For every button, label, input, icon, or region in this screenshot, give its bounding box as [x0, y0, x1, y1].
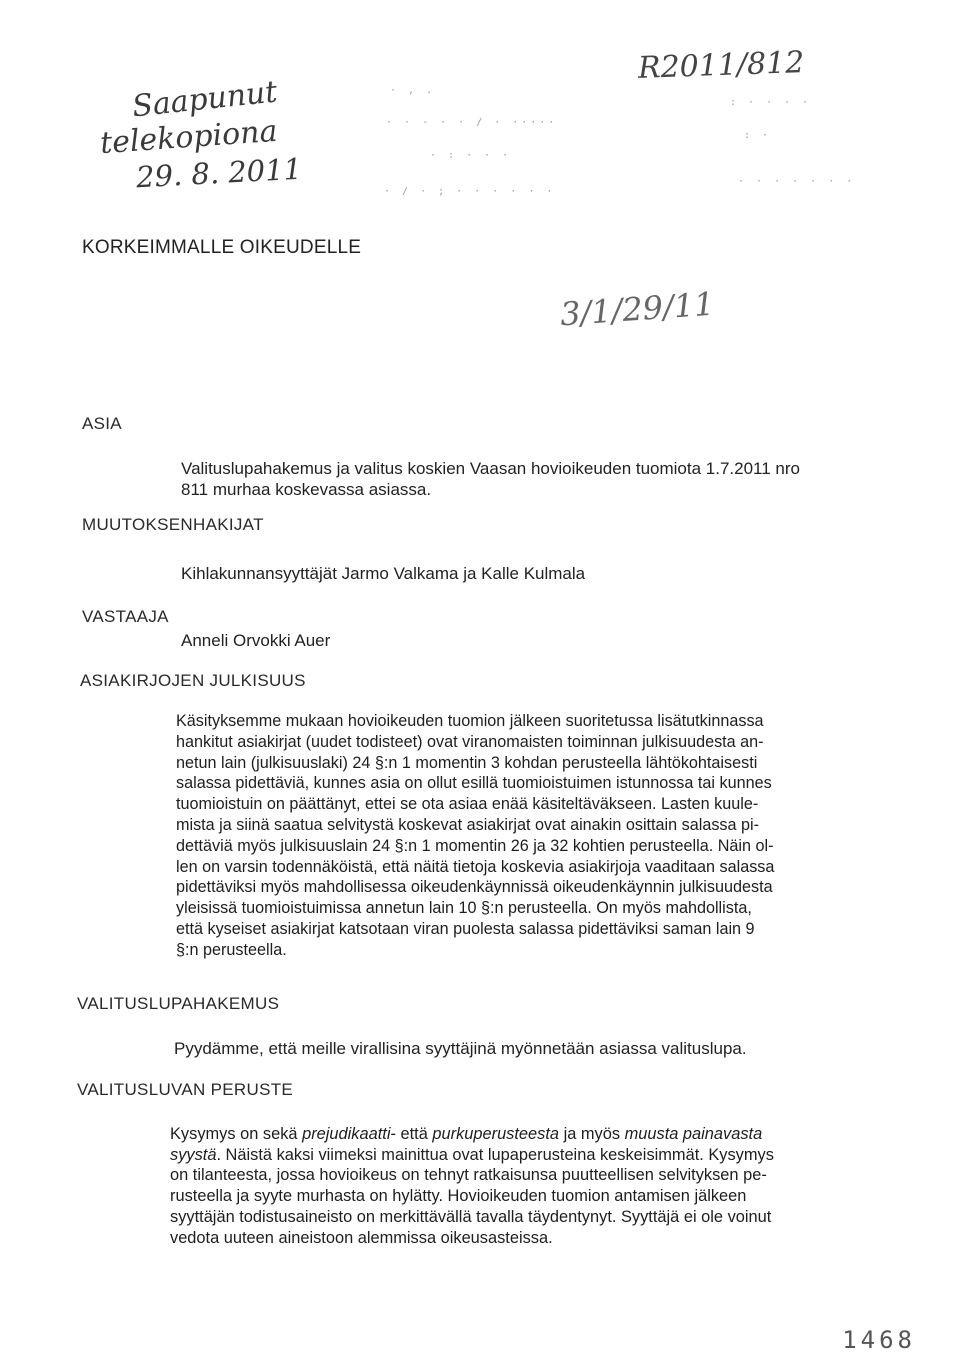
addressee: KORKEIMMALLE OIKEUDELLE — [82, 237, 362, 258]
asia-description-line: 811 murhaa koskevassa asiassa. — [181, 480, 432, 499]
handwritten-diary-number: 3/1/29/11 — [558, 284, 716, 334]
stamp-residue: · : · · · — [430, 150, 512, 161]
paragraph-line: on tilanteesta, jossa hovioikeus on tehnyt ratkaisunsa puutteellisen selvityksen pe- — [170, 1166, 767, 1185]
stamp-residue: : · · · · — [730, 97, 812, 108]
paragraph-line: netun lain (julkisuuslaki) 24 §:n 1 momentin 3 kohdan perusteella lähtökohtaisesti — [176, 753, 758, 772]
leave-application-value: Pyydämme, että meille virallisina syyttäjinä myönnetään asiassa valituslupa. — [174, 1039, 747, 1058]
grounds-text: ja myös — [559, 1125, 625, 1143]
paragraph-line: tuomioistuin on päättänyt, ettei se ota asiaa enää käsiteltäväkseen. Lasten kuule- — [176, 795, 759, 814]
section-label-leave-application: VALITUSLUPAHAKEMUS — [77, 994, 280, 1013]
asia-description — [181, 458, 881, 500]
page-number: 1468 — [842, 1326, 916, 1354]
appellants-value: Kihlakunnansyyttäjät Jarmo Valkama ja Kalle Kulmala — [181, 564, 586, 583]
asia-description-line: Valituslupahakemus ja valitus koskien Vaasan hovioikeuden tuomiota 1.7.2011 nro — [181, 459, 800, 478]
handwritten-received-date: 29. 8. 2011 — [135, 151, 303, 195]
paragraph-line: len on varsin todennäköistä, että näitä tietoja koskevia asiakirjoja vaaditaan salassa — [176, 857, 775, 876]
section-label-grounds: VALITUSLUVAN PERUSTE — [77, 1080, 294, 1099]
section-label-document-publicity: ASIAKIRJOJEN JULKISUUS — [80, 671, 306, 690]
stamp-residue: · · · · · · · — [738, 176, 856, 187]
paragraph-line: mista ja siinä saatua selvitystä koskevat asiakirjat ovat ainakin osittain salassa pi- — [176, 815, 760, 834]
grounds-emphasis: muusta painavasta — [624, 1125, 763, 1143]
paragraph-line: Käsityksemme mukaan hovioikeuden tuomion jälkeen suoritetussa lisätutkinnassa — [176, 712, 764, 730]
stamp-residue: · / · ; · · · · · · — [384, 186, 556, 197]
section-label-defendant: VASTAAJA — [82, 607, 169, 626]
document-publicity-paragraph — [176, 711, 876, 961]
defendant-value: Anneli Orvokki Auer — [181, 631, 331, 650]
handwritten-telecopy-label: telekopiona — [98, 113, 279, 162]
stamp-residue: · , . — [390, 85, 436, 96]
grounds-emphasis: purkuperusteesta — [432, 1125, 560, 1143]
section-label-appellants: MUUTOKSENHAKIJAT — [82, 515, 264, 534]
paragraph-line: §:n perusteella. — [176, 940, 287, 959]
grounds-paragraph — [170, 1124, 870, 1248]
paragraph-line: hankitut asiakirjat (uudet todisteet) ovat viranomaisten toiminnan julkisuudesta an- — [176, 732, 764, 751]
section-label-asia: ASIA — [82, 414, 122, 433]
grounds-emphasis: syystä — [170, 1145, 217, 1164]
paragraph-line: dettäviä myös julkisuuslain 24 §:n 1 momentin 26 ja 32 kohtien perusteella. Näin ol- — [176, 836, 774, 855]
grounds-text: - että — [390, 1125, 433, 1143]
paragraph-line: syyttäjän todistusaineisto on merkittävällä tavalla täydentynyt. Syyttäjä ei ole voinut — [170, 1207, 772, 1226]
paragraph-line: pidettäviksi myös mahdollisessa oikeudenkäynnissä oikeudenkäynnin julkisuudesta — [176, 878, 773, 897]
paragraph-line: vedota uuteen aineistoon alemmissa oikeusasteissa. — [170, 1228, 553, 1247]
paragraph-line — [170, 1124, 870, 1145]
grounds-text: Kysymys on sekä — [170, 1125, 303, 1143]
handwritten-case-reference: R2011/812 — [637, 45, 805, 86]
paragraph-line: että kyseiset asiakirjat katsotaan viran puolesta salassa pidettäviksi saman lain 9 — [176, 919, 755, 938]
grounds-text: . Näistä kaksi viimeksi mainittua ovat lupaperusteina keskeisimmät. Kysymys — [216, 1145, 774, 1164]
paragraph-line: rusteella ja syyte murhasta on hylätty. Hovioikeuden tuomion antamisen jälkeen — [170, 1187, 747, 1206]
stamp-residue: · · - · · / · ····· — [386, 117, 558, 128]
paragraph-line — [170, 1145, 870, 1166]
paragraph-line: salassa pidettäviä, kunnes asia on ollut esillä tuomioistuimen istunnossa tai kunnes — [176, 774, 772, 793]
grounds-emphasis: prejudikaatti — [302, 1125, 391, 1143]
stamp-residue: : · — [744, 130, 772, 141]
paragraph-line: yleisissä tuomioistuimissa annetun lain 10 §:n perusteella. On myös mahdollista, — [176, 899, 752, 918]
handwritten-received-label: Saapunut — [130, 74, 279, 125]
